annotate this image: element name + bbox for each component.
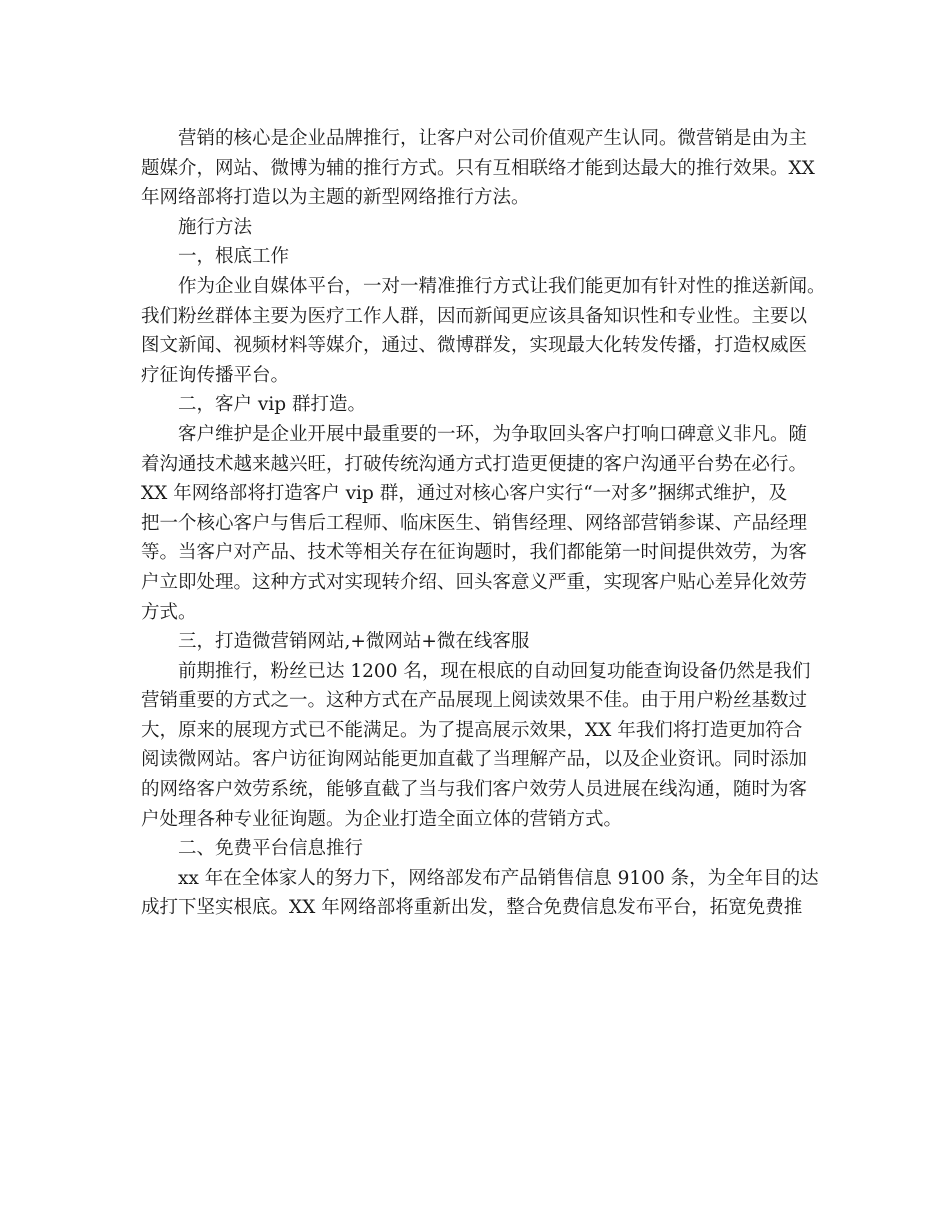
text-line: 二、免费平台信息推行 [178,838,364,860]
text-line: 等。当客户对产品、技术等相关存在征询题时，我们都能第一时间提供效劳，为客 [141,542,808,564]
text-line: xx 年在全体家人的努力下，网络部发布产品销售信息 9100 条，为全年目的达 [178,867,819,889]
text-line: 我们粉丝群体主要为医疗工作人群，因而新闻更应该具备知识性和专业性。主要以 [141,305,808,327]
text-line: 施行方法 [178,216,253,238]
text-line: 疗征询传播平台。 [141,364,290,386]
text-line: 户处理各种专业征询题。为企业打造全面立体的营销方式。 [141,808,623,830]
text-line: 着沟通技术越来越兴旺，打破传统沟通方式打造更便捷的客户沟通平台势在必行。 [141,453,808,475]
text-line: 营销的核心是企业品牌推行，让客户对公司价值观产生认同。微营销是由为主 [178,128,808,149]
text-line: 大，原来的展现方式已不能满足。为了提高展示效果，XX 年我们将打造更加符合 [141,719,803,741]
text-line: 三，打造微营销网站,+微网站+微在线客服 [178,631,530,653]
text-line: 方式。 [141,601,197,623]
text-line: XX 年网络部将打造客户 vip 群，通过对核心客户实行“一对多”捆绑式维护，及 [141,483,788,505]
text-line: 户立即处理。这种方式对实现转介绍、回头客意义严重，实现客户贴心差异化效劳 [141,571,808,593]
text-line: 营销重要的方式之一。这种方式在产品展现上阅读效果不佳。由于用户粉丝基数过 [141,690,808,712]
text-line: 一，根底工作 [178,246,290,268]
body-text [141,124,850,923]
text-line: 作为企业自媒体平台，一对一精准推行方式让我们能更加有针对性的推送新闻。 [178,275,826,297]
text-line: 把一个核心客户与售后工程师、临床医生、销售经理、网络部营销参谋、产品经理 [141,512,808,534]
text-line: 题媒介，网站、微博为辅的推行方式。只有互相联络才能到达最大的推行效果。XX [141,157,815,179]
text-line: 图文新闻、视频材料等媒介，通过、微博群发，实现最大化转发传播，打造权威医 [141,335,808,357]
text-line: 阅读微网站。客户访征询网站能更加直截了当理解产品，以及企业资讯。同时添加 [141,749,808,771]
text-line: 成打下坚实根底。XX 年网络部将重新出发，整合免费信息发布平台，拓宽免费推 [141,897,803,919]
text-line: 客户维护是企业开展中最重要的一环，为争取回头客户打响口碑意义非凡。随 [178,423,808,445]
text-line: 二，客户 vip 群打造。 [178,394,366,416]
text-line: 年网络部将打造以为主题的新型网络推行方法。 [141,187,530,209]
text-line: 前期推行，粉丝已达 1200 名，现在根底的自动回复功能查询设备仍然是我们 [178,660,811,682]
text-line: 的网络客户效劳系统，能够直截了当与我们客户效劳人员进展在线沟通，随时为客 [141,779,808,801]
